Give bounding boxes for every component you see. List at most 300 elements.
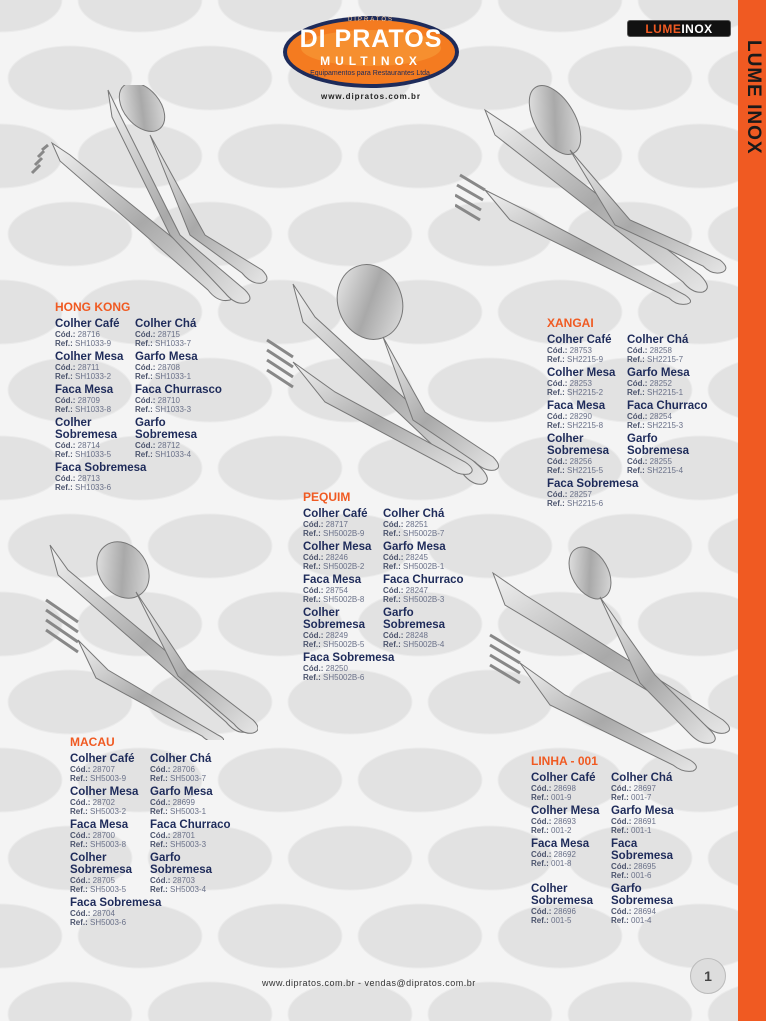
ref-label: Ref.: [150,840,168,849]
cod-label: Cód.: [627,379,648,388]
cod-label: Cód.: [383,631,404,640]
product-item [547,478,717,508]
item-ref: SH5002B-9 [323,529,365,538]
item-name: Faca Mesa [531,838,590,850]
item-name: Colher Sobremesa [547,433,610,457]
product-block-linha-001 [531,754,701,928]
item-ref-line [627,466,717,475]
product-item [531,772,611,802]
item-ref: SH5003-3 [170,840,207,849]
item-ref: SH1033-2 [75,372,112,381]
item-ref-line [531,859,611,868]
cod-label: Cód.: [383,553,404,562]
ref-label: Ref.: [383,529,401,538]
cod-label: Cód.: [531,907,552,916]
product-item [70,753,150,783]
watermark-oval [498,0,622,32]
ref-label: Ref.: [383,562,401,571]
item-cod: 28713 [77,474,100,483]
item-ref: SH5002B-1 [403,562,445,571]
product-item [55,318,135,348]
company-logo [280,14,462,102]
item-cod-line [55,441,135,450]
item-cod: 28709 [77,396,100,405]
item-name: Faca Mesa [547,400,606,412]
watermark-oval [0,748,62,812]
item-ref: 001-4 [631,916,652,925]
cod-label: Cód.: [547,490,568,499]
item-cod: 28754 [325,586,348,595]
cod-label: Cód.: [70,765,91,774]
item-cod: 28714 [77,441,100,450]
item-cod-line [70,876,150,885]
ref-label: Ref.: [135,339,153,348]
item-cod-line [383,553,473,562]
item-ref-line [135,339,225,348]
item-cod: 28691 [633,817,656,826]
item-cod: 28704 [92,909,115,918]
item-ref-line [547,421,627,430]
cod-label: Cód.: [611,907,632,916]
ref-label: Ref.: [531,826,549,835]
watermark-oval [78,0,202,32]
cod-label: Cód.: [55,396,76,405]
item-cod-line [383,586,473,595]
macau-cutlery-image [38,540,258,740]
item-ref: SH5003-2 [90,807,127,816]
product-item [70,897,240,927]
item-ref: SH2215-5 [567,466,604,475]
watermark-oval [0,436,62,500]
watermark-oval [568,982,692,1021]
item-ref-line [303,562,383,571]
item-ref: SH5003-8 [90,840,127,849]
item-cod: 28707 [92,765,115,774]
item-name: Garfo Mesa [627,367,690,379]
item-cod-line [611,784,701,793]
ref-label: Ref.: [135,372,153,381]
item-ref-line [55,339,135,348]
item-cod: 28246 [325,553,348,562]
item-ref: SH1033-4 [155,450,192,459]
item-ref-line [531,793,611,802]
item-cod: 28697 [633,784,656,793]
ref-label: Ref.: [383,640,401,649]
product-item [531,883,611,925]
cod-label: Cód.: [150,831,171,840]
item-name: Faca Sobremesa [303,652,395,664]
item-cod: 28257 [569,490,592,499]
item-ref: 001-1 [631,826,652,835]
item-ref: SH5003-1 [170,807,207,816]
item-cod-line [627,379,717,388]
logo-subtitle: MULTINOX [320,54,422,68]
item-cod: 28706 [172,765,195,774]
ref-label: Ref.: [547,388,565,397]
cod-label: Cód.: [55,474,76,483]
item-ref-line [303,595,383,604]
item-cod-line [531,850,611,859]
item-cod-line [70,765,150,774]
item-cod-line [547,457,627,466]
item-cod: 28717 [325,520,348,529]
item-name: Garfo Mesa [611,805,674,817]
item-cod: 28254 [649,412,672,421]
ref-label: Ref.: [531,859,549,868]
logo-url: www.dipratos.com.br [320,92,422,101]
product-item [70,819,150,849]
ref-label: Ref.: [627,388,645,397]
item-name: Colher Chá [135,318,197,330]
product-item [135,318,225,348]
product-items-grid [303,508,473,685]
item-cod: 28705 [92,876,115,885]
ref-label: Ref.: [70,918,88,927]
item-cod: 28253 [569,379,592,388]
item-name: Colher Mesa [55,351,124,363]
item-name: Colher Chá [627,334,689,346]
item-cod: 28703 [172,876,195,885]
brand-badge-part2: INOX [681,21,713,36]
item-ref: SH5002B-5 [323,640,365,649]
cod-label: Cód.: [70,798,91,807]
ref-label: Ref.: [135,450,153,459]
cod-label: Cód.: [303,520,324,529]
item-ref-line [70,918,240,927]
product-items-grid [547,334,717,511]
item-ref-line [150,840,240,849]
product-item [611,883,701,925]
item-ref: SH5002B-7 [403,529,445,538]
item-cod: 28715 [157,330,180,339]
product-item [627,400,717,430]
item-name: Faca Sobremesa [70,897,162,909]
item-ref-line [150,807,240,816]
item-name: Colher Mesa [303,541,372,553]
watermark-oval [288,202,412,266]
product-item [303,607,383,649]
item-ref: SH5003-9 [90,774,127,783]
item-ref: SH1033-1 [155,372,192,381]
item-ref: SH1033-5 [75,450,112,459]
item-ref-line [383,529,473,538]
ref-label: Ref.: [55,450,73,459]
item-ref: SH2215-9 [567,355,604,364]
item-name: Faca Churraco [150,819,231,831]
product-item [627,433,717,475]
item-cod-line [531,907,611,916]
item-cod-line [303,520,383,529]
item-ref-line [547,388,627,397]
item-cod-line [70,798,150,807]
ref-label: Ref.: [303,562,321,571]
item-cod-line [627,457,717,466]
item-ref: SH5003-6 [90,918,127,927]
ref-label: Ref.: [70,807,88,816]
cod-label: Cód.: [531,850,552,859]
item-cod-line [547,346,627,355]
item-cod: 28256 [569,457,592,466]
cod-label: Cód.: [135,330,156,339]
product-item [383,541,473,571]
product-title: MACAU [70,735,115,749]
item-cod: 28250 [325,664,348,673]
item-ref: SH5002B-4 [403,640,445,649]
item-ref: SH5002B-6 [323,673,365,682]
product-item [150,852,240,894]
item-ref: SH5003-5 [90,885,127,894]
item-ref: SH2215-6 [567,499,604,508]
product-item [303,541,383,571]
cod-label: Cód.: [303,631,324,640]
item-ref: 001-8 [551,859,572,868]
item-ref-line [303,529,383,538]
product-items-grid [531,772,701,928]
product-items-grid [55,318,225,495]
item-cod-line [303,586,383,595]
item-name: Colher Sobremesa [55,417,118,441]
item-name: Colher Café [547,334,612,346]
watermark-oval [708,826,738,890]
cod-label: Cód.: [70,876,91,885]
ref-label: Ref.: [55,372,73,381]
item-name: Colher Chá [611,772,673,784]
product-item [383,574,473,604]
product-item [55,351,135,381]
product-item [547,367,627,397]
product-item [303,652,473,682]
product-item [303,508,383,538]
logo-top-text: DIPRATOS [347,17,395,23]
item-ref: 001-7 [631,793,652,802]
item-ref-line [531,916,611,925]
page-number: 1 [690,958,726,994]
item-ref: SH5003-4 [170,885,207,894]
item-name: Colher Café [55,318,120,330]
ref-label: Ref.: [150,774,168,783]
item-cod-line [303,631,383,640]
item-cod-line [55,396,135,405]
product-item [611,805,701,835]
item-cod-line [135,396,225,405]
ref-label: Ref.: [611,826,629,835]
item-cod: 28698 [553,784,576,793]
ref-label: Ref.: [55,405,73,414]
item-ref-line [611,916,701,925]
item-ref-line [547,499,717,508]
item-cod-line [135,363,225,372]
item-cod-line [611,862,701,871]
item-ref: 001-5 [551,916,572,925]
ref-label: Ref.: [611,793,629,802]
item-cod-line [55,330,135,339]
item-ref: SH1033-9 [75,339,112,348]
ref-label: Ref.: [611,916,629,925]
item-ref-line [303,673,473,682]
footer-contact: www.dipratos.com.br - vendas@dipratos.com.br [262,978,476,988]
item-cod-line [303,664,473,673]
item-cod: 28695 [633,862,656,871]
item-cod-line [611,817,701,826]
item-cod-line [150,876,240,885]
hong-kong-cutlery-image [30,85,270,320]
item-cod: 28712 [157,441,180,450]
item-ref: SH2215-7 [647,355,684,364]
brand-badge-part1: LUME [645,21,682,36]
item-cod: 28702 [92,798,115,807]
item-name: Faca Mesa [303,574,362,586]
item-cod: 28249 [325,631,348,640]
cod-label: Cód.: [547,379,568,388]
product-item [547,433,627,475]
item-cod-line [55,363,135,372]
product-item [303,574,383,604]
item-ref-line [70,885,150,894]
item-ref-line [303,640,383,649]
item-name: Garfo Mesa [150,786,213,798]
cod-label: Cód.: [611,817,632,826]
item-cod-line [55,474,225,483]
logo-name: DI PRATOS [299,25,443,53]
cod-label: Cód.: [135,363,156,372]
item-cod: 28701 [172,831,195,840]
product-block-hong-kong [55,300,225,495]
item-cod-line [547,379,627,388]
item-name: Faca Churraco [627,400,708,412]
item-ref-line [70,807,150,816]
ref-label: Ref.: [70,885,88,894]
item-ref-line [383,640,473,649]
item-ref: 001-9 [551,793,572,802]
item-name: Garfo Sobremesa [150,852,213,876]
linha-001-cutlery-image [485,545,735,775]
item-ref-line [70,774,150,783]
item-name: Faca Mesa [55,384,114,396]
item-cod-line [531,784,611,793]
item-name: Colher Mesa [70,786,139,798]
item-name: Faca Sobremesa [611,838,674,862]
item-name: Colher Mesa [531,805,600,817]
item-cod-line [135,441,225,450]
item-cod-line [627,346,717,355]
item-cod-line [70,909,240,918]
ref-label: Ref.: [55,339,73,348]
item-ref-line [135,450,225,459]
item-ref-line [383,562,473,571]
product-item [70,852,150,894]
logo-tagline: Equipamentos para Restaurantes Ltda. [310,70,432,77]
cod-label: Cód.: [150,798,171,807]
item-cod: 28290 [569,412,592,421]
item-cod-line [547,490,717,499]
item-ref-line [627,388,717,397]
item-cod-line [383,520,473,529]
ref-label: Ref.: [383,595,401,604]
item-cod-line [150,831,240,840]
item-name: Garfo Sobremesa [383,607,446,631]
product-item [627,334,717,364]
item-ref: SH1033-3 [155,405,192,414]
item-ref-line [627,355,717,364]
product-item [531,805,611,835]
item-ref: SH1033-6 [75,483,112,492]
cod-label: Cód.: [70,909,91,918]
item-ref: SH5002B-2 [323,562,365,571]
item-ref: SH1033-8 [75,405,112,414]
item-ref-line [150,885,240,894]
product-item [150,753,240,783]
product-item [383,508,473,538]
product-title: LINHA - 001 [531,754,598,768]
item-name: Colher Café [303,508,368,520]
item-name: Faca Sobremesa [55,462,147,474]
item-name: Garfo Sobremesa [611,883,674,907]
product-block-macau [70,735,240,930]
cod-label: Cód.: [303,664,324,673]
ref-label: Ref.: [531,916,549,925]
item-cod: 28694 [633,907,656,916]
item-name: Garfo Mesa [135,351,198,363]
item-ref-line [55,372,135,381]
ref-label: Ref.: [150,885,168,894]
item-ref-line [150,774,240,783]
cod-label: Cód.: [150,765,171,774]
item-cod-line [150,765,240,774]
ref-label: Ref.: [70,840,88,849]
ref-label: Ref.: [55,483,73,492]
cod-label: Cód.: [55,363,76,372]
product-block-pequim [303,490,473,685]
item-cod: 28716 [77,330,100,339]
ref-label: Ref.: [611,871,629,880]
watermark-oval [8,982,132,1021]
product-title: PEQUIM [303,490,351,504]
item-ref-line [627,421,717,430]
cod-label: Cód.: [70,831,91,840]
item-cod-line [611,907,701,916]
item-name: Colher Sobremesa [531,883,594,907]
item-cod: 28255 [649,457,672,466]
cod-label: Cód.: [547,412,568,421]
cod-label: Cód.: [627,412,648,421]
item-name: Faca Churrasco [135,384,222,396]
item-ref-line [611,826,701,835]
cod-label: Cód.: [547,346,568,355]
item-name: Colher Café [531,772,596,784]
side-bar [738,0,766,1021]
cod-label: Cód.: [135,441,156,450]
item-cod: 28710 [157,396,180,405]
cod-label: Cód.: [627,457,648,466]
item-cod-line [303,553,383,562]
ref-label: Ref.: [303,595,321,604]
cod-label: Cód.: [135,396,156,405]
item-ref-line [547,355,627,364]
ref-label: Ref.: [547,355,565,364]
product-item [135,351,225,381]
item-ref-line [135,405,225,414]
cod-label: Cód.: [611,862,632,871]
item-ref: 001-2 [551,826,572,835]
item-name: Colher Mesa [547,367,616,379]
cod-label: Cód.: [150,876,171,885]
item-name: Garfo Sobremesa [135,417,198,441]
watermark-oval [358,748,482,812]
item-cod: 28700 [92,831,115,840]
cod-label: Cód.: [611,784,632,793]
item-name: Colher Chá [383,508,445,520]
item-ref: SH1033-7 [155,339,192,348]
